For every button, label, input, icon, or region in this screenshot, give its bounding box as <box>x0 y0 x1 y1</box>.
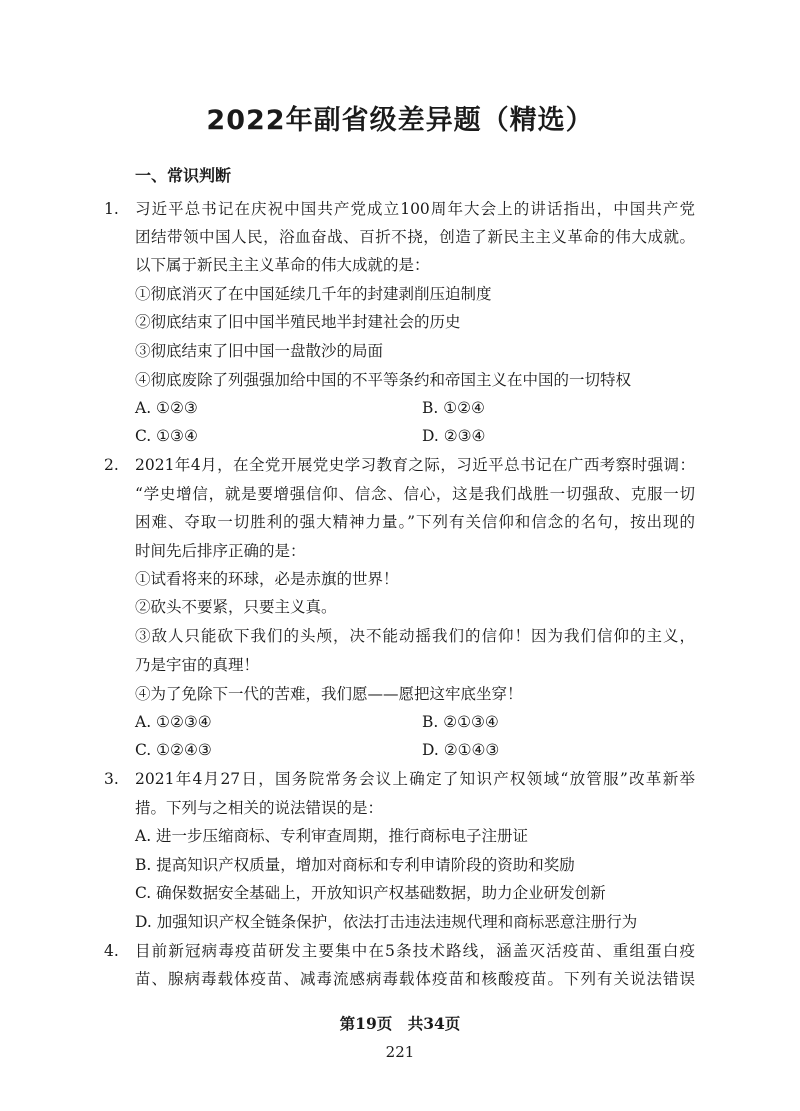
question-text: 2021年4月27日，国务院常务会议上确定了知识产权领域“放管服”改革新举 <box>135 770 695 788</box>
question-text: 团结带领中国人民，浴血奋战、百折不挠，创造了新民主主义革命的伟大成就。 <box>135 228 695 246</box>
statement-item: 乃是宇宙的真理！ <box>135 656 260 674</box>
answer-option: D. 加强知识产权全链条保护，依法打击违法违规代理和商标恶意注册行为 <box>135 913 638 931</box>
answer-option: B. ②①③④ <box>422 713 499 731</box>
answer-option: A. ①②③ <box>135 399 198 417</box>
question-text: 措。下列与之相关的说法错误的是： <box>135 799 384 817</box>
statement-item: ④彻底废除了列强强加给中国的不平等条约和帝国主义在中国的一切特权 <box>135 371 632 389</box>
question-number: 2. <box>104 456 119 474</box>
question-text: 2021年4月，在全党开展党史学习教育之际，习近平总书记在广西考察时强调： <box>135 456 695 474</box>
statement-item: ②彻底结束了旧中国半殖民地半封建社会的历史 <box>135 313 461 331</box>
statement-item: ④为了免除下一代的苦难，我们愿——愿把这牢底坐穿！ <box>135 685 523 703</box>
statement-item: ③敌人只能砍下我们的头颅，决不能动摇我们的信仰！因为我们信仰的主义， <box>135 627 695 645</box>
statement-item: ②砍头不要紧，只要主义真。 <box>135 598 337 616</box>
question-text: “学史增信，就是要增强信仰、信念、信心，这是我们战胜一切强敌、克服一切 <box>135 485 695 503</box>
answer-option: C. 确保数据安全基础上，开放知识产权基础数据，助力企业研发创新 <box>135 884 606 902</box>
answer-option: B. ①②④ <box>422 399 485 417</box>
question-text: 困难、夺取一切胜利的强大精神力量。”下列有关信仰和信念的名句，按出现的 <box>135 513 695 531</box>
question-text: 时间先后排序正确的是： <box>135 542 306 560</box>
question-number: 3. <box>104 770 119 788</box>
answer-option: A. ①②③④ <box>135 713 212 731</box>
statement-item: ③彻底结束了旧中国一盘散沙的局面 <box>135 342 384 360</box>
question-text: 习近平总书记在庆祝中国共产党成立100周年大会上的讲话指出，中国共产党 <box>135 200 695 218</box>
question-number: 4. <box>104 942 119 960</box>
question-text: 以下属于新民主主义革命的伟大成就的是： <box>135 256 430 274</box>
answer-option: C. ①②④③ <box>135 741 212 759</box>
question-number: 1. <box>104 200 119 218</box>
page-footer: 第19页 共34页 <box>339 1014 461 1033</box>
page-title: 2022年副省级差异题（精选） <box>206 105 594 136</box>
statement-item: ①试看将来的环球，必是赤旗的世界！ <box>135 570 399 588</box>
answer-option: D. ②①④③ <box>422 741 500 759</box>
answer-option: A. 进一步压缩商标、专利审查周期，推行商标电子注册证 <box>135 827 529 845</box>
page-number: 221 <box>385 1043 415 1061</box>
question-text: 苗、腺病毒载体疫苗、减毒流感病毒载体疫苗和核酸疫苗。下列有关说法错误 <box>135 970 695 988</box>
answer-option: D. ②③④ <box>422 427 486 445</box>
statement-item: ①彻底消灭了在中国延续几千年的封建剥削压迫制度 <box>135 285 492 303</box>
question-text: 目前新冠病毒疫苗研发主要集中在5条技术路线，涵盖灭活疫苗、重组蛋白疫 <box>135 942 695 960</box>
answer-option: C. ①③④ <box>135 427 198 445</box>
section-heading: 一、常识判断 <box>135 166 232 185</box>
answer-option: B. 提高知识产权质量，增加对商标和专利申请阶段的资助和奖励 <box>135 856 575 874</box>
